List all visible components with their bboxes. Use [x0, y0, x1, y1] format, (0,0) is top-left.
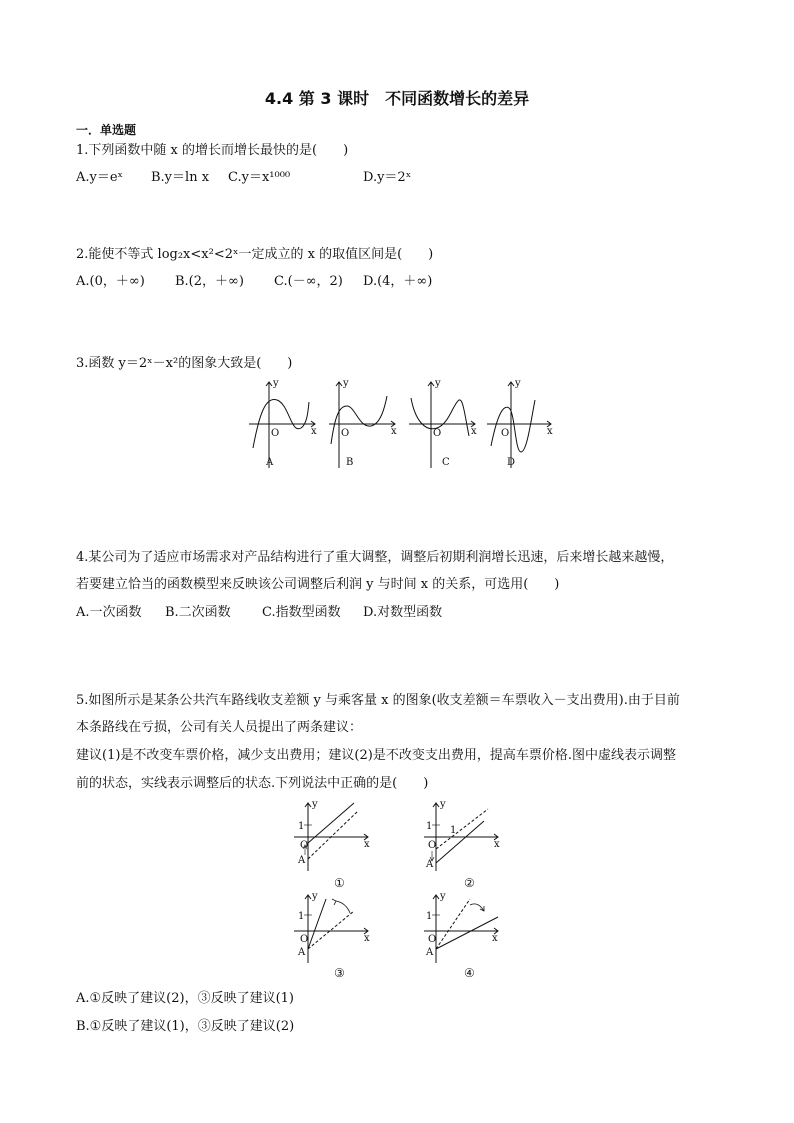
- q5-figure-3[interactable]: [294, 891, 370, 980]
- q3-graph-a[interactable]: [249, 378, 317, 468]
- q5-f2-point-a: A: [426, 859, 434, 870]
- q3-c-origin: O: [433, 428, 442, 439]
- q2-option-c[interactable]: C.(－∞，2): [274, 274, 343, 289]
- q5-f4-label: ④: [464, 966, 475, 980]
- q5-f2-tick-one-b: 1: [450, 825, 457, 836]
- q4-option-b[interactable]: B.二次函数: [165, 605, 231, 620]
- q2-stem: 2.能使不等式 log₂x<x²<2ˣ一定成立的 x 的取值区间是( ): [76, 247, 434, 262]
- q5-stem-line3: 建议(1)是不改变车票价格，减少支出费用；建议(2)是不改变支出费用，提高车票价格.图中虚线表示调整: [76, 748, 676, 763]
- q5-f3-label: ③: [334, 966, 345, 980]
- q1-option-d[interactable]: D.y＝2ˣ: [363, 170, 412, 185]
- q5-figure-4[interactable]: [424, 891, 498, 980]
- q3-graph-d[interactable]: [487, 378, 553, 468]
- q5-f1-x-label: x: [364, 839, 370, 850]
- q5-f4-x-label: x: [492, 933, 498, 944]
- q1-option-b[interactable]: B.y＝ln x: [151, 170, 210, 185]
- q3-d-origin: O: [501, 428, 510, 439]
- q3-a-x-label: x: [311, 426, 317, 437]
- q5-stem-line1: 5.如图所示是某条公共汽车路线收支差额 y 与乘客量 x 的图象(收支差额＝车票收入－支出费用).由于目前: [76, 693, 680, 708]
- q4-option-d[interactable]: D.对数型函数: [363, 605, 443, 620]
- q3-graph-b[interactable]: [329, 378, 397, 468]
- q5-f1-point-a: A: [298, 855, 306, 866]
- section-heading: 一．单选题: [76, 123, 137, 137]
- q3-a-label: A: [266, 457, 274, 468]
- q3-c-y-label: y: [435, 378, 441, 389]
- q5-f2-x-label: x: [494, 839, 500, 850]
- q4-stem-line1: 4.某公司为了适应市场需求对产品结构进行了重大调整，调整后初期利润增长迅速，后来增长越来越慢，: [76, 550, 674, 565]
- q5-f4-y-label: y: [440, 891, 446, 902]
- q3-d-y-label: y: [515, 378, 521, 389]
- q5-f3-y-label: y: [312, 891, 318, 902]
- q5-f2-tick-one: 1: [426, 821, 433, 832]
- q5-f3-origin: O: [300, 934, 309, 945]
- q5-f1-y-label: y: [312, 799, 318, 810]
- q5-f3-tick-one: 1: [298, 911, 305, 922]
- q5-f1-label: ①: [334, 876, 345, 890]
- q3-a-y-label: y: [273, 378, 279, 389]
- q3-b-origin: O: [341, 428, 350, 439]
- q2-option-a[interactable]: A.(0，＋∞): [76, 274, 145, 289]
- q5-f1-tick-one: 1: [298, 821, 305, 832]
- q4-stem-line2: 若要建立恰当的函数模型来反映该公司调整后利润 y 与时间 x 的关系，可选用( ): [76, 577, 560, 592]
- q5-figure-1[interactable]: [294, 799, 370, 890]
- q3-graph-options: [245, 376, 565, 476]
- q2-option-b[interactable]: B.(2，＋∞): [175, 274, 244, 289]
- q4-option-c[interactable]: C.指数型函数: [262, 605, 341, 620]
- q5-figures: [292, 797, 532, 987]
- page-title: 4.4 第 3 课时 不同函数增长的差异: [264, 89, 530, 108]
- q3-d-label: D: [507, 457, 516, 468]
- q3-graph-c[interactable]: [409, 378, 477, 468]
- q3-stem: 3.函数 y＝2ˣ－x²的图象大致是( ): [76, 356, 293, 371]
- q5-figure-2[interactable]: [424, 799, 500, 890]
- q1-option-c[interactable]: C.y＝x¹⁰⁰⁰: [228, 170, 291, 185]
- q3-c-x-label: x: [471, 426, 477, 437]
- q3-b-x-label: x: [391, 426, 397, 437]
- q5-option-a[interactable]: A.①反映了建议(2)，③反映了建议(1): [76, 991, 295, 1006]
- q4-option-a[interactable]: A.一次函数: [76, 605, 142, 620]
- q5-f3-point-a: A: [298, 947, 306, 958]
- q3-d-x-label: x: [547, 426, 553, 437]
- q3-b-y-label: y: [343, 378, 349, 389]
- q5-f4-tick-one: 1: [426, 911, 433, 922]
- q1-stem: 1.下列函数中随 x 的增长而增长最快的是( ): [76, 143, 349, 158]
- q2-option-d[interactable]: D.(4，＋∞): [363, 274, 433, 289]
- q3-a-origin: O: [271, 428, 280, 439]
- q5-option-b[interactable]: B.①反映了建议(1)，③反映了建议(2): [76, 1019, 295, 1034]
- q5-f4-origin: O: [428, 934, 437, 945]
- q3-c-label: C: [442, 457, 450, 468]
- q5-stem-line4: 前的状态，实线表示调整后的状态.下列说法中正确的是( ): [76, 776, 429, 791]
- q5-f1-origin: O: [300, 840, 309, 851]
- q5-stem-line2: 本条路线在亏损，公司有关人员提出了两条建议：: [76, 720, 363, 735]
- q5-f2-origin: O: [428, 840, 437, 851]
- q3-b-label: B: [346, 457, 354, 468]
- q5-f4-point-a: A: [426, 947, 434, 958]
- q1-option-a[interactable]: A.y＝eˣ: [76, 170, 124, 185]
- q5-f3-x-label: x: [364, 933, 370, 944]
- q5-f2-label: ②: [464, 876, 475, 890]
- q5-f2-y-label: y: [440, 799, 446, 810]
